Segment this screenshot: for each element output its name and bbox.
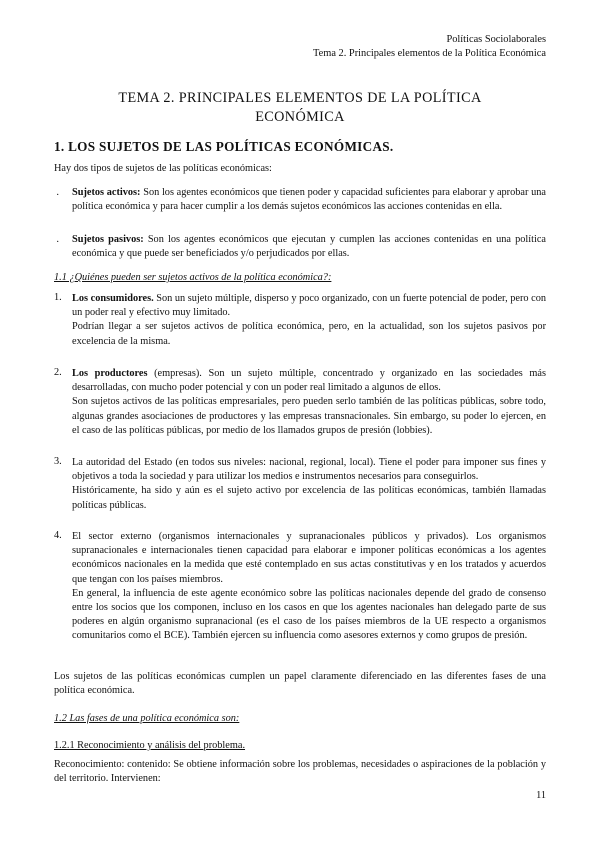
item-consumers-extra: Podrían llegar a ser sujetos activos de política económica, pero, en la actualidad, son los sujetos pasivos por excelencia de la misma.	[72, 321, 546, 347]
title-line-1: TEMA 2. PRINCIPALES ELEMENTOS DE LA POLÍTICA	[118, 90, 482, 106]
item-state-text: La autoridad del Estado (en todos sus niveles: nacional, regional, local). Tiene el poder para imponer sus fines y objetivos a toda la sociedad y para utilizar los medios e instrumentos necesarios para conseguirlos.	[72, 457, 546, 483]
page-number: 11	[536, 790, 546, 801]
bullet-passive-text: Son los agentes económicos que ejecutan y cumplen las acciones contenidas en una política económica y que puede ser beneficiados y/o perjudicados por ellas.	[72, 234, 546, 260]
bullet-active-text: Son los agentes económicos que tienen poder y capacidad suficientes para elaborar y aprobar una política económica y para hacer cumplir a los demás sujetos económicos las acciones contenidas en ella.	[72, 187, 546, 213]
subsection-1-1-heading: 1.1 ¿Quiénes pueden ser sujetos activos de la política económica?:	[54, 272, 332, 283]
item-consumers	[72, 292, 546, 349]
item-consumers-term: Los consumidores.	[72, 293, 154, 304]
bullet-marker: ·	[56, 190, 60, 201]
bullet-active-term: Sujetos activos:	[72, 187, 141, 198]
item-external-extra: En general, la influencia de este agente económico sobre las políticas nacionales depende del grado de consenso entre los socios que los componen, incluso en los casos en que los agentes nacionales han delegado parte de sus poderes en algún organismo supranacional (es el caso de los países miembros de la UE respecto a organismos comunitarios como el BCE). También ejercen su influencia como asesores externos y como grupos de presión.	[72, 587, 546, 642]
subsection-1-2-1-heading: 1.2.1 Reconocimiento y análisis del problema.	[54, 740, 246, 751]
item-external	[72, 530, 546, 644]
item-state	[72, 456, 546, 513]
bullet-passive-term: Sujetos pasivos:	[72, 234, 144, 245]
page-title	[90, 89, 510, 126]
bullet-passive	[72, 233, 546, 261]
item-consumers-text: Son un sujeto múltiple, disperso y poco organizado, con un fuerte potencial de poder, pero con un poder real y efectivo muy limitado.	[72, 293, 546, 319]
closing-paragraph: Los sujetos de las políticas económicas cumplen un papel claramente diferenciado en las diferentes fases de una política económica.	[54, 671, 546, 697]
item-number: 3.	[54, 456, 62, 467]
header-course: Políticas Sociolaborales	[446, 34, 546, 45]
item-producers-extra: Son sujetos activos de las políticas empresariales, pero pueden serlo también de las políticas públicas, sobre todo, algunas grandes asociaciones de productores y las empresas transnacionales. Sin embargo, su poder lo ejercen, en el caso de las políticas públicas, por medio de los llamados grupos de presión (lobbies).	[72, 396, 546, 436]
section-heading: 1. LOS SUJETOS DE LAS POLÍTICAS ECONÓMICAS.	[54, 139, 394, 154]
bullet-marker: ·	[56, 237, 60, 248]
bullet-active	[72, 186, 546, 214]
item-producers-term: Los productores	[72, 368, 148, 379]
title-line-2: ECONÓMICA	[255, 108, 345, 125]
running-header	[313, 33, 546, 60]
recognition-paragraph: Reconocimiento: contenido: Se obtiene información sobre los problemas, necesidades o aspiraciones de la población y del territorio. Intervienen:	[54, 759, 546, 785]
section-intro: Hay dos tipos de sujetos de las políticas económicas:	[54, 163, 272, 174]
item-producers	[72, 367, 546, 438]
item-state-extra: Históricamente, ha sido y aún es el sujeto activo por excelencia de las políticas económicas, también llamadas políticas públicas.	[72, 485, 546, 511]
item-number: 1.	[54, 292, 62, 303]
item-number: 4.	[54, 530, 62, 541]
item-number: 2.	[54, 367, 62, 378]
subsection-1-2-heading: 1.2 Las fases de una política económica son:	[54, 713, 240, 724]
item-producers-text: (empresas). Son un sujeto múltiple, concentrado y organizado en las sociedades más desarrolladas, con mucho poder potencial y con un poder real limitado a algunos de ellos.	[72, 368, 546, 394]
item-external-text: El sector externo (organismos internacionales y supranacionales públicos y privados). Los organismos supranacionales e internacionales tienen capacidad para elaborar e imponer políticas económicas a los agentes económicos nacionales en la medida que esté contemplado en sus actas constitutivas y en los tratados y acuerdos que tengan con los países miembros.	[72, 531, 546, 585]
header-topic: Tema 2. Principales elementos de la Política Económica	[313, 47, 546, 59]
